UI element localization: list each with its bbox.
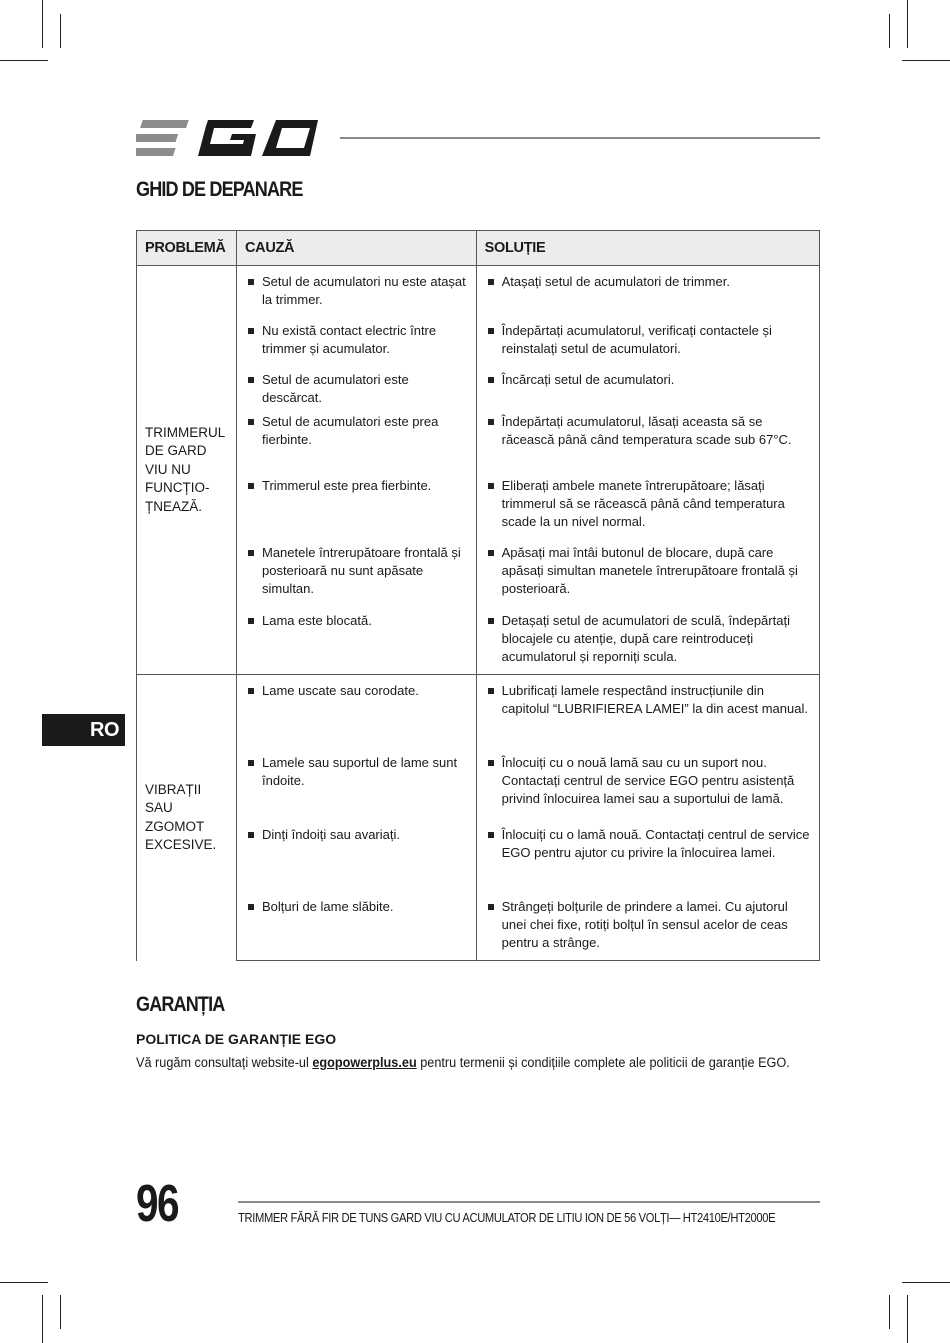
problem-cell	[137, 675, 237, 961]
crop-mark	[0, 60, 48, 61]
crop-mark	[0, 1282, 48, 1283]
solution-text: Detașați setul de acumulatori de sculă, îndepărtați blocajele cu atenție, după care reintroduceți acumulatorul și reporniți scula.	[501, 612, 790, 664]
cause-text: Lamele sau suportul de lame sunt îndoite.	[261, 754, 458, 788]
solution-text: Apăsați mai întâi butonul de blocare, după care apăsați simultan manetele întrerupătoare frontală și posterioară.	[501, 544, 798, 596]
troubleshooting-table	[136, 230, 820, 961]
cause-cell	[236, 476, 476, 544]
solution-cell	[476, 316, 819, 365]
solution-cell	[476, 407, 819, 476]
crop-mark	[902, 60, 950, 61]
table-row	[137, 820, 820, 892]
bullet-icon	[248, 483, 254, 489]
table-row	[137, 675, 820, 747]
bullet-icon	[248, 550, 254, 556]
cause-cell	[236, 892, 476, 961]
table-row	[137, 612, 820, 675]
bullet-icon	[488, 904, 494, 910]
cause-cell	[236, 747, 476, 820]
table-row	[137, 747, 820, 820]
cause-text: Setul de acumulatori este prea fierbinte.	[261, 413, 439, 447]
cause-text: Bolțuri de lame slăbite.	[261, 898, 394, 914]
solution-text: Înlocuiți cu o lamă nouă. Contactați centrul de service EGO pentru ajutor cu privire la înlocuirea lamei.	[501, 826, 810, 860]
cause-cell	[236, 407, 476, 476]
problem-text: VIBRAȚII SAU ZGOMOT EXCESIVE.	[145, 781, 217, 853]
bullet-icon	[488, 832, 494, 838]
problem-cell	[137, 266, 237, 675]
header-solution: SOLUȚIE	[476, 231, 819, 266]
cause-text: Trimmerul este prea fierbinte.	[261, 477, 432, 493]
crop-mark	[889, 14, 890, 48]
solution-text: Îndepărtați acumulatorul, lăsați aceasta să se răcească până când temperatura scade sub 67°C.	[501, 413, 792, 447]
crop-mark	[902, 1282, 950, 1283]
bullet-icon	[248, 377, 254, 383]
bullet-icon	[248, 618, 254, 624]
solution-text: Eliberați ambele manete întrerupătoare; lăsați trimmerul să se răcească până când temperatura scade la un nivel normal.	[501, 477, 785, 529]
crop-mark	[60, 14, 61, 48]
warranty-subtitle: POLITICA DE GARANȚIE EGO	[136, 1031, 337, 1047]
bullet-icon	[488, 483, 494, 489]
ego-logo	[136, 116, 322, 160]
warranty-title: GARANȚIA	[136, 993, 225, 1016]
bullet-icon	[488, 760, 494, 766]
cause-text: Manetele întrerupătoare frontală și posterioară nu sunt apăsate simultan.	[261, 544, 461, 596]
warranty-text	[136, 1055, 790, 1070]
solution-cell	[476, 747, 819, 820]
solution-text: Înlocuiți cu o nouă lamă sau cu un suport nou. Contactați centrul de service EGO pentru asistență privind înlocuirea lamei sau a suportului de lamă.	[501, 754, 795, 806]
cause-text: Lame uscate sau corodate.	[261, 683, 419, 698]
solution-cell	[476, 544, 819, 612]
cause-cell	[236, 266, 476, 316]
cause-cell	[236, 316, 476, 365]
cause-cell	[236, 612, 476, 675]
table-row	[137, 892, 820, 961]
solution-cell	[476, 476, 819, 544]
bullet-icon	[488, 419, 494, 425]
cause-text: Setul de acumulatori nu este atașat la trimmer.	[261, 274, 466, 307]
warranty-text-before: Vă rugăm consultați website-ul	[136, 1055, 313, 1070]
bullet-icon	[248, 688, 254, 694]
bullet-icon	[488, 279, 494, 285]
bullet-icon	[248, 328, 254, 334]
header-cause: CAUZĂ	[236, 231, 476, 266]
solution-text: Strângeți bolțurile de prindere a lamei. Cu ajutorul unei chei fixe, rotiți bolțul în sensul acelor de ceas pentru a strânge.	[501, 898, 788, 950]
bullet-icon	[248, 279, 254, 285]
solution-text: Încărcați setul de acumulatori.	[501, 371, 675, 387]
cause-text: Lama este blocată.	[261, 612, 372, 628]
table-row	[137, 544, 820, 612]
page-title: GHID DE DEPANARE	[136, 178, 303, 201]
crop-mark	[889, 1295, 890, 1329]
warranty-link[interactable]: egopowerplus.eu	[312, 1055, 417, 1070]
crop-mark	[42, 1295, 43, 1343]
table-row	[137, 476, 820, 544]
bullet-icon	[248, 904, 254, 910]
bullet-icon	[248, 419, 254, 425]
crop-mark	[907, 0, 908, 48]
table-header-row	[137, 231, 820, 266]
solution-cell	[476, 266, 819, 316]
bullet-icon	[488, 377, 494, 383]
solution-text: Lubrificați lamele respectând instrucțiunile din capitolul “LUBRIFIEREA LAMEI” la din acest manual.	[501, 683, 808, 716]
cause-cell	[236, 675, 476, 747]
bullet-icon	[488, 618, 494, 624]
header-rule	[340, 137, 820, 139]
table-row	[137, 407, 820, 476]
solution-text: Atașați setul de acumulatori de trimmer.	[501, 274, 730, 289]
solution-cell	[476, 365, 819, 407]
bullet-icon	[488, 688, 494, 694]
cause-text: Dinți îndoiți sau avariați.	[261, 826, 400, 842]
cause-text: Nu există contact electric între trimmer și acumulator.	[261, 322, 437, 356]
crop-mark	[60, 1295, 61, 1329]
solution-cell	[476, 892, 819, 961]
page-number: 96	[136, 1175, 178, 1233]
footer-text: TRIMMER FĂRĂ FIR DE TUNS GARD VIU CU ACUMULATOR DE LITIU ION DE 56 VOLȚI— HT2410E/HT2000E	[238, 1210, 776, 1225]
table-row	[137, 365, 820, 407]
solution-text: Îndepărtați acumulatorul, verificați contactele și reinstalați setul de acumulatori.	[501, 322, 772, 356]
problem-text: TRIMMERUL DE GARD VIU NU FUNCȚIO-ȚNEAZĂ.	[145, 424, 225, 514]
bullet-icon	[248, 760, 254, 766]
language-tab: RO	[42, 714, 125, 746]
header-problem: PROBLEMĂ	[137, 231, 237, 266]
warranty-text-after: pentru termenii și condițiile complete ale politicii de garanție EGO.	[416, 1055, 790, 1070]
crop-mark	[42, 0, 43, 48]
bullet-icon	[248, 832, 254, 838]
table-row	[137, 316, 820, 365]
table-row	[137, 266, 820, 316]
cause-cell	[236, 365, 476, 407]
cause-cell	[236, 544, 476, 612]
footer-rule	[238, 1201, 820, 1203]
cause-text: Setul de acumulatori este descărcat.	[261, 371, 409, 405]
crop-mark	[907, 1295, 908, 1343]
cause-cell	[236, 820, 476, 892]
solution-cell	[476, 612, 819, 675]
solution-cell	[476, 820, 819, 892]
solution-cell	[476, 675, 819, 747]
bullet-icon	[488, 550, 494, 556]
bullet-icon	[488, 328, 494, 334]
